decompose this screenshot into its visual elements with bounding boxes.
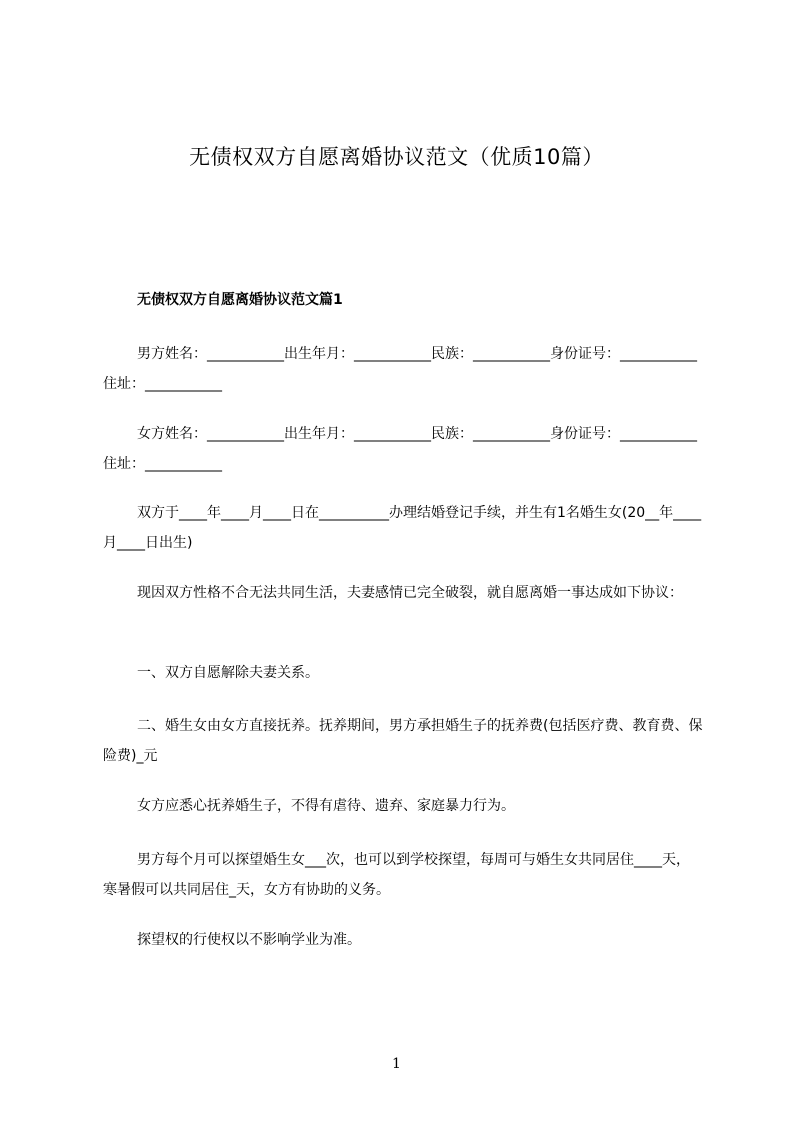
paragraph-clause-2: 二、婚生女由女方直接抚养。抚养期间，男方承担婚生子的抚养费(包括医疗费、教育费、保险费)_元 xyxy=(103,718,703,764)
paragraph-marriage-registration: 双方于____年____月____日在__________办理结婚登记手续，并生有1名婚生女(20__年____月____日出生) xyxy=(103,505,702,551)
paragraph-male-info: 男方姓名：___________出生年月：___________民族：___________身份证号：___________住址：___________ xyxy=(103,346,697,392)
section-heading: 无债权双方自愿离婚协议范文篇1 xyxy=(137,292,343,308)
paragraph-reason: 现因双方性格不合无法共同生活，夫妻感情已完全破裂，就自愿离婚一事达成如下协议： xyxy=(137,585,683,601)
paragraph-clause-1: 一、双方自愿解除夫妻关系。 xyxy=(137,665,319,681)
paragraph-visitation: 男方每个月可以探望婚生女___次，也可以到学校探望，每周可与婚生女共同居住____天，寒暑假可以共同居住_天，女方有协助的义务。 xyxy=(103,852,690,898)
paragraph-female-info: 女方姓名：___________出生年月：___________民族：___________身份证号：___________住址：___________ xyxy=(103,426,697,472)
document-title: 无债权双方自愿离婚协议范文（优质10篇） xyxy=(189,145,604,169)
paragraph-visitation-limit: 探望权的行使权以不影响学业为准。 xyxy=(137,932,361,948)
page-number: 1 xyxy=(392,1056,401,1072)
paragraph-care-duty: 女方应悉心抚养婚生子，不得有虐待、遗弃、家庭暴力行为。 xyxy=(137,798,515,814)
